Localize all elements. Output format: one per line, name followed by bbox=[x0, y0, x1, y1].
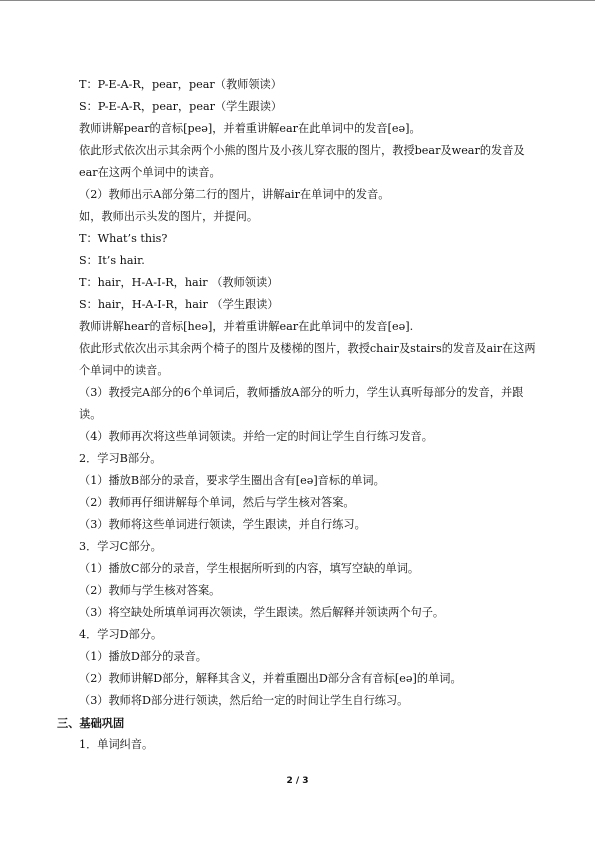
paragraph-line: 3．学习C部分。 bbox=[79, 540, 162, 553]
paragraph-line: 依此形式依次出示其余两个小熊的图片及小孩儿穿衣服的图片，教授bear及wear的发音及ear在这两个单词中的读音。 bbox=[79, 144, 525, 179]
paragraph-line: （1）播放D部分的录音。 bbox=[79, 650, 207, 663]
paragraph-line: 4．学习D部分。 bbox=[79, 628, 163, 641]
paragraph-line: （3）教授完A部分的6个单词后，教师播放A部分的听力，学生认真听每部分的发音，并跟读。 bbox=[79, 386, 524, 421]
paragraph-line: 教师讲解hear的音标[heə]，并着重讲解ear在此单词中的发音[eə]. bbox=[79, 320, 414, 333]
paragraph-line: （1）播放B部分的录音，要求学生圈出含有[eə]音标的单词。 bbox=[79, 474, 385, 487]
paragraph-line: T：What’s this? bbox=[79, 232, 168, 245]
paragraph-line: （4）教师再次将这些单词领读。并给一定的时间让学生自行练习发音。 bbox=[79, 430, 433, 443]
paragraph-line: 1．单词纠音。 bbox=[79, 738, 154, 751]
paragraph-line: （3）将空缺处所填单词再次领读，学生跟读。然后解释并领读两个句子。 bbox=[79, 606, 445, 619]
paragraph-line: S：It’s hair. bbox=[79, 254, 145, 267]
paragraph-line: （3）教师将D部分进行领读，然后给一定的时间让学生自行练习。 bbox=[79, 694, 409, 707]
paragraph-line: S：hair，H-A-I-R，hair （学生跟读） bbox=[79, 298, 279, 311]
paragraph-line: T：P-E-A-R，pear，pear（教师领读） bbox=[79, 78, 282, 91]
paragraph-line: 依此形式依次出示其余两个椅子的图片及楼梯的图片，教授chair及stairs的发音及air在这两个单词中的读音。 bbox=[79, 342, 536, 377]
top-rule bbox=[0, 0, 595, 1]
paragraph-line: S：P-E-A-R，pear，pear（学生跟读） bbox=[79, 100, 283, 113]
paragraph-line: （2）教师与学生核对答案。 bbox=[79, 584, 221, 597]
paragraph-line: （2）教师再仔细讲解每个单词，然后与学生核对答案。 bbox=[79, 496, 355, 509]
section-heading: 三、基础巩固 bbox=[57, 716, 125, 730]
paragraph-line: （2）教师出示A部分第二行的图片，讲解air在单词中的发音。 bbox=[79, 188, 390, 201]
page-number: 2 / 3 bbox=[286, 776, 309, 786]
paragraph-line: 如，教师出示头发的图片，并提问。 bbox=[79, 210, 259, 223]
paragraph-line: 教师讲解pear的音标[peə]，并着重讲解ear在此单词中的发音[eə]。 bbox=[79, 122, 421, 135]
paragraph-line: （2）教师讲解D部分，解释其含义，并着重圈出D部分含有音标[eə]的单词。 bbox=[79, 672, 462, 685]
paragraph-line: （1）播放C部分的录音，学生根据所听到的内容，填写空缺的单词。 bbox=[79, 562, 420, 575]
paragraph-line: （3）教师将这些单词进行领读，学生跟读，并自行练习。 bbox=[79, 518, 366, 531]
paragraph-line: T：hair，H-A-I-R，hair （教师领读） bbox=[79, 276, 279, 289]
document-body bbox=[57, 74, 542, 756]
paragraph-line: 2．学习B部分。 bbox=[79, 452, 162, 465]
